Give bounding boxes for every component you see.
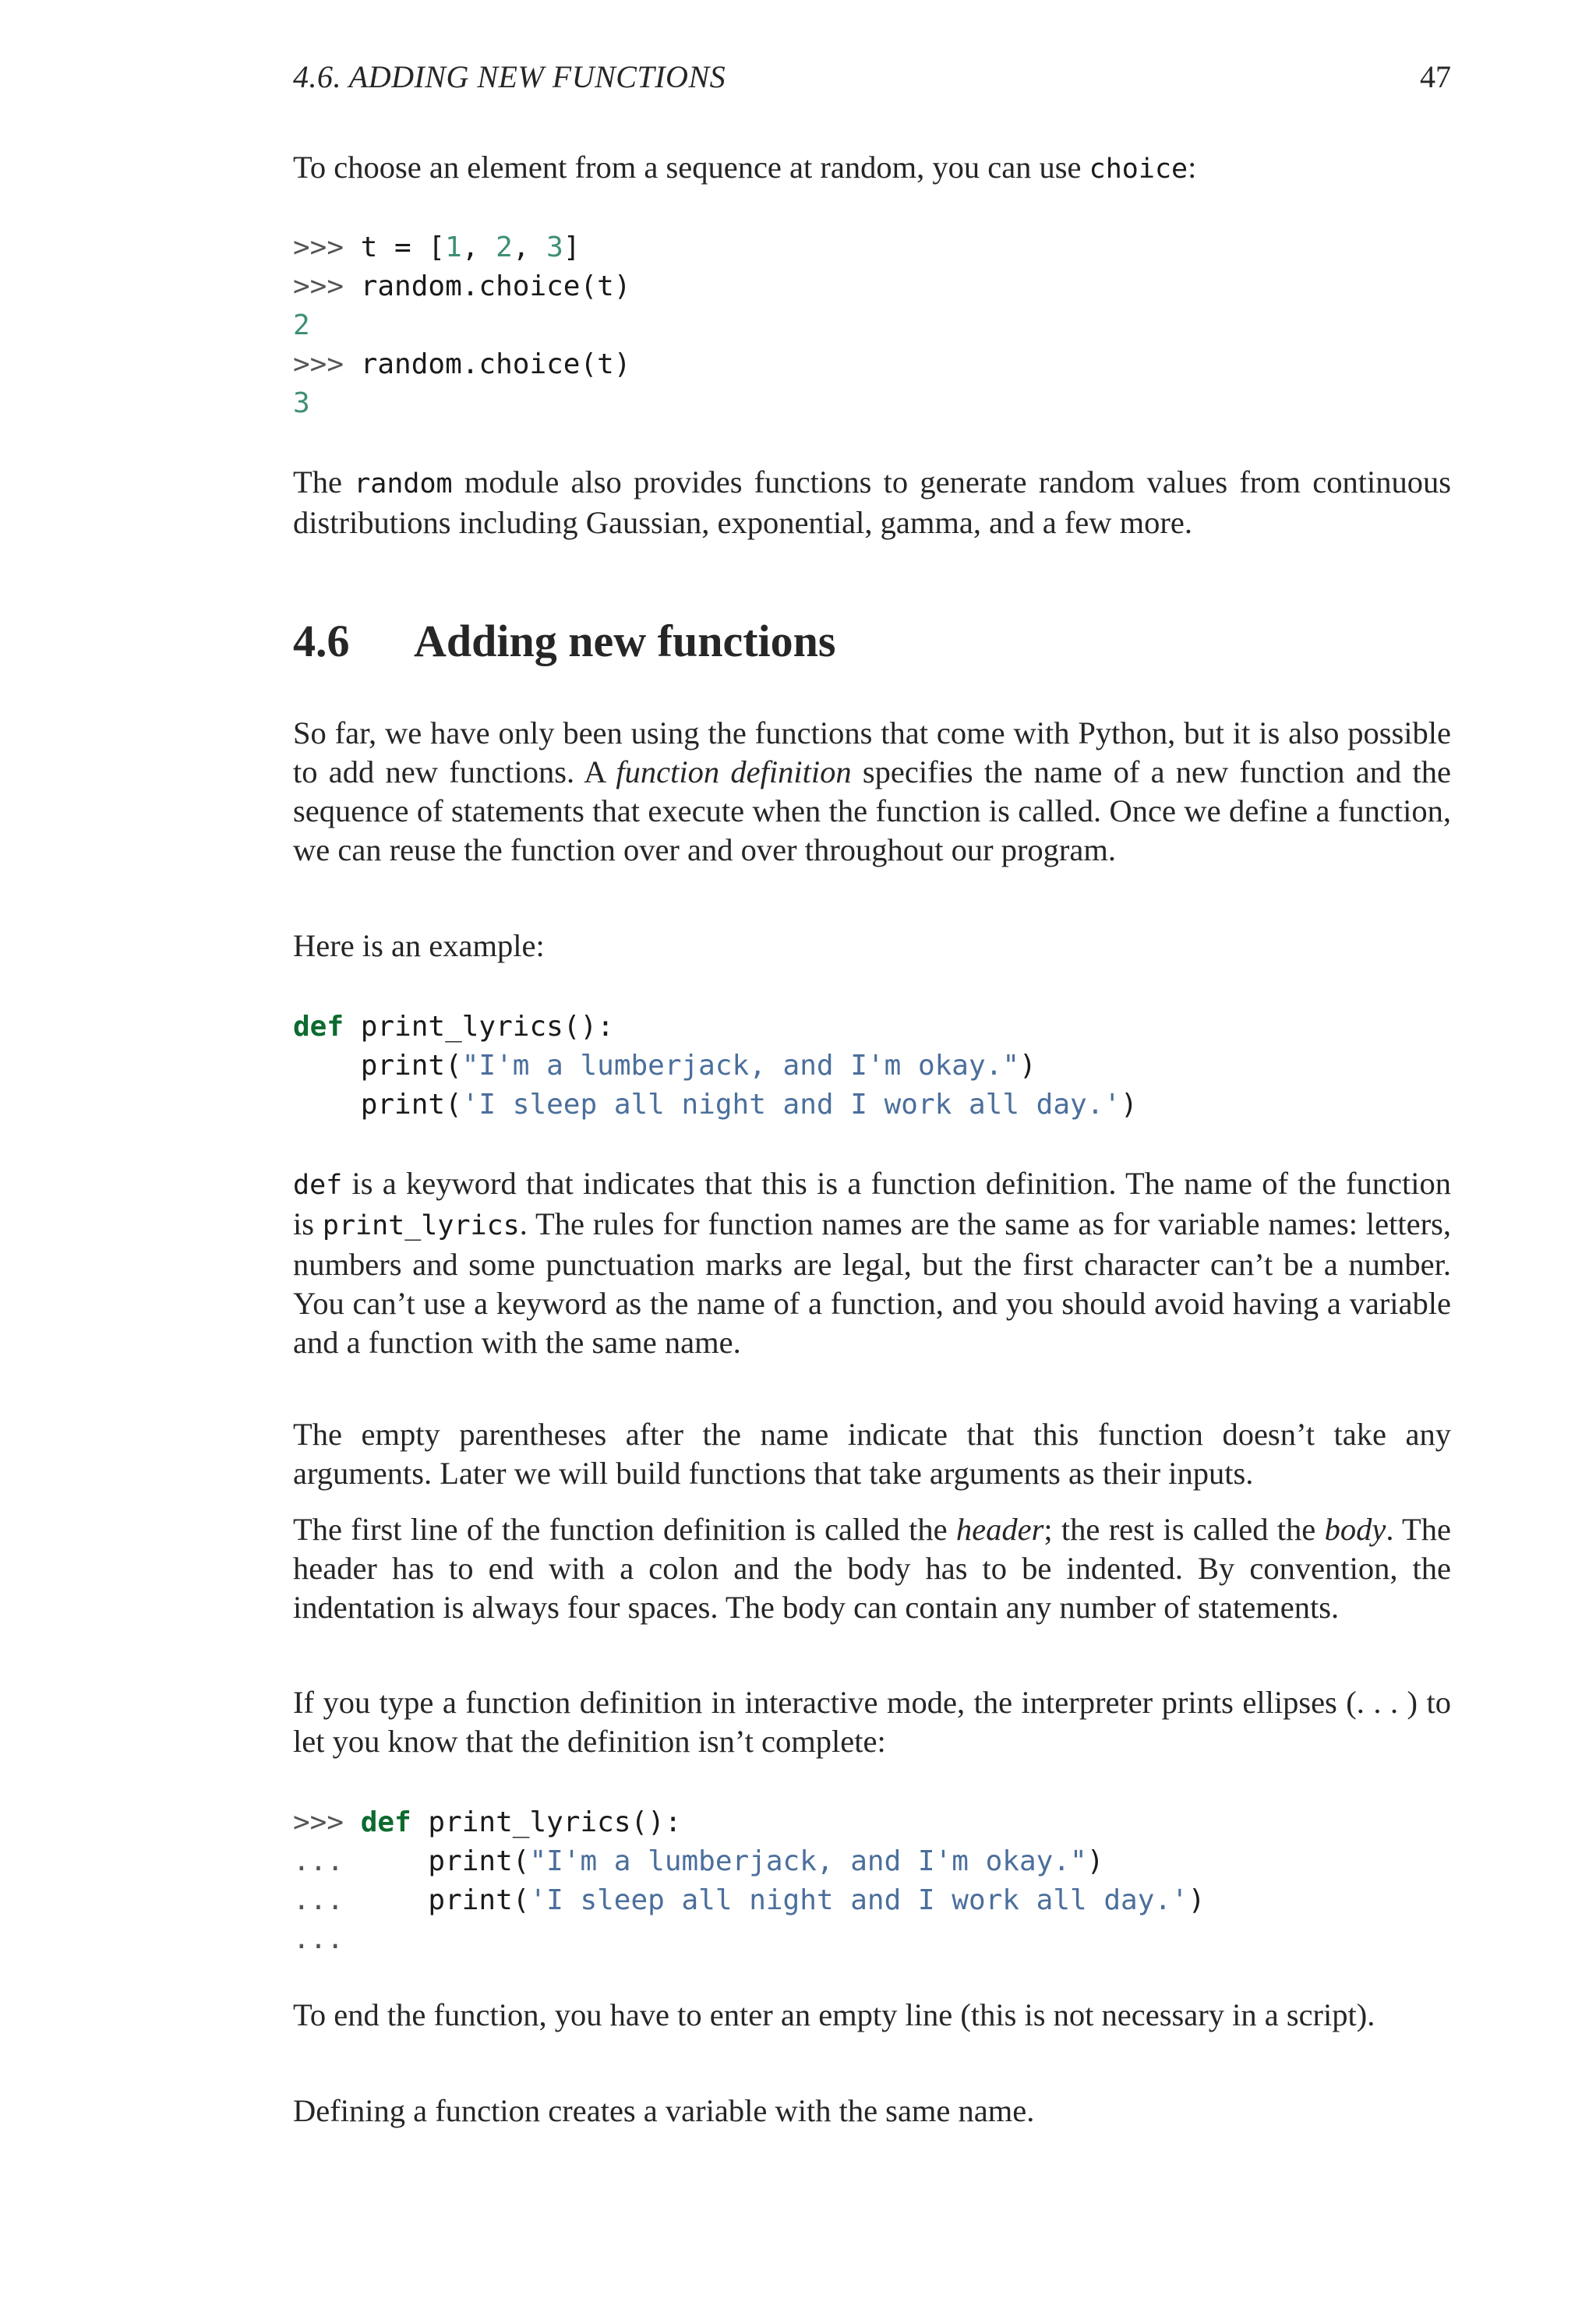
keyword: def [360,1806,411,1838]
code-text: print( [428,1884,530,1916]
emphasis-term: function definition [616,754,852,789]
random-paragraph [293,463,1451,542]
defining-paragraph-block [293,2092,1451,2131]
code-output: 3 [293,387,310,419]
inline-code-def: def [293,1170,343,1201]
code-listing-choice [293,228,1451,423]
code-text: print_lyrics(): [344,1011,614,1043]
prompt: ... [293,1845,429,1877]
intro-text: To choose an element from a sequence at random, you can use [293,150,1089,185]
inline-code-print-lyrics: print_lyrics [322,1210,520,1241]
code-text: , [461,231,496,263]
prompt: >>> [293,1806,361,1838]
parens-paragraph: The empty parentheses after the name indicate that this function doesn’t take any arguments. Later we will build functions that take arguments as their inputs. [293,1417,1451,1491]
string-literal: 'I sleep all night and I work all day.' [461,1089,1121,1121]
paragraph-text: . The rules for function names are the same as for variable names: letters, numbers and some punctuation marks are legal, but the first character can’t be a number. You can’t use a keyword as the name of a function, and you should avoid having a variable and a function with the same name. [293,1206,1451,1360]
interactive-paragraph: If you type a function definition in interactive mode, the interpreter prints ellipses (. . . ) to let you know that the definition isn’t complete: [293,1685,1451,1759]
code-block-interactive [293,1803,1451,1959]
page-number: 47 [1420,59,1451,94]
section-number: 4.6 [293,616,350,666]
header-body-paragraph-block [293,1510,1451,1627]
code-text: ) [1086,1845,1104,1877]
prompt: >>> [293,270,361,302]
code-line [293,348,630,380]
intro-paragraph-block [293,148,1451,189]
inline-code-choice: choice [1089,154,1188,185]
prompt: ... [293,1923,344,1955]
example-paragraph: Here is an example: [293,928,545,963]
running-header [293,58,1451,97]
number-literal: 3 [546,231,563,263]
header-body-paragraph [293,1510,1451,1627]
string-literal: "I'm a lumberjack, and I'm okay." [461,1050,1019,1082]
code-line [293,1089,1138,1121]
paragraph-text: ; the rest is called the [1043,1512,1325,1547]
code-text: ) [1188,1884,1206,1916]
interactive-paragraph-block [293,1683,1451,1761]
code-text: t = [ [360,231,446,263]
paragraph-text: The [293,464,355,500]
code-text: random.choice(t) [360,270,631,302]
prompt: >>> [293,231,361,263]
code-text: ] [563,231,581,263]
code-listing-interactive [293,1803,1451,1959]
code-line [293,1845,1103,1877]
string-literal: "I'm a lumberjack, and I'm okay." [529,1845,1087,1877]
code-line [293,1806,682,1838]
code-line [293,1050,1036,1082]
inline-code-random: random [354,468,453,500]
code-block-def [293,1008,1451,1124]
prompt: ... [293,1884,429,1916]
code-block-choice [293,228,1451,423]
sofar-paragraph-block [293,714,1451,870]
paragraph-text: specifies the name of a new function and the sequence of statements that execute when the function is called. Once we define a function, we can reuse the function over and over throughout our program. [293,754,1451,867]
code-line [293,1884,1205,1916]
def-paragraph [293,1164,1451,1362]
emphasis-term: body [1324,1512,1386,1547]
code-text: print_lyrics(): [411,1806,682,1838]
code-text: ) [1121,1089,1138,1121]
number-literal: 2 [496,231,513,263]
keyword: def [293,1011,344,1043]
defining-paragraph: Defining a function creates a variable with the same name. [293,2093,1035,2128]
code-text: print( [428,1845,530,1877]
def-paragraph-block [293,1164,1451,1362]
paragraph-text: So far, we have only been using the functions that come with Python, but it is also possible to add new functions. A [293,715,1451,789]
paragraph-text: module also provides functions to generate random values from continuous distributions including Gaussian, exponential, gamma, and a few more. [293,464,1451,540]
parens-paragraph-block [293,1415,1451,1493]
section-heading [293,614,1451,669]
string-literal: 'I sleep all night and I work all day.' [529,1884,1188,1916]
end-paragraph: To end the function, you have to enter an empty line (this is not necessary in a script). [293,1997,1375,2032]
paragraph-text: . The header has to end with a colon and the body has to be indented. By convention, the indentation is always four spaces. The body can contain any number of statements. [293,1512,1451,1625]
code-listing-def [293,1008,1451,1124]
section-heading-block [293,614,1451,669]
number-literal: 1 [445,231,462,263]
code-text: , [512,231,547,263]
sofar-paragraph [293,714,1451,870]
code-text: ) [1019,1050,1036,1082]
section-title: Adding new functions [414,616,836,666]
indent [293,1089,361,1121]
code-text: random.choice(t) [360,348,631,380]
end-paragraph-block [293,1996,1451,2035]
code-line [293,1011,614,1043]
example-paragraph-block [293,927,1451,966]
code-line [293,231,581,263]
code-text: print( [360,1050,462,1082]
code-text: print( [360,1089,462,1121]
random-paragraph-block [293,463,1451,542]
intro-paragraph [293,148,1451,189]
code-line [293,270,630,302]
prompt: >>> [293,348,361,380]
intro-colon: : [1188,150,1197,185]
code-output: 2 [293,309,310,341]
emphasis-term: header [955,1512,1044,1547]
paragraph-text: is a keyword that indicates that this is a function definition. The name of the function is [293,1166,1451,1241]
paragraph-text: The first line of the function definition is called the [293,1512,956,1547]
running-header-title: 4.6. ADDING NEW FUNCTIONS [293,59,726,94]
indent [293,1050,361,1082]
